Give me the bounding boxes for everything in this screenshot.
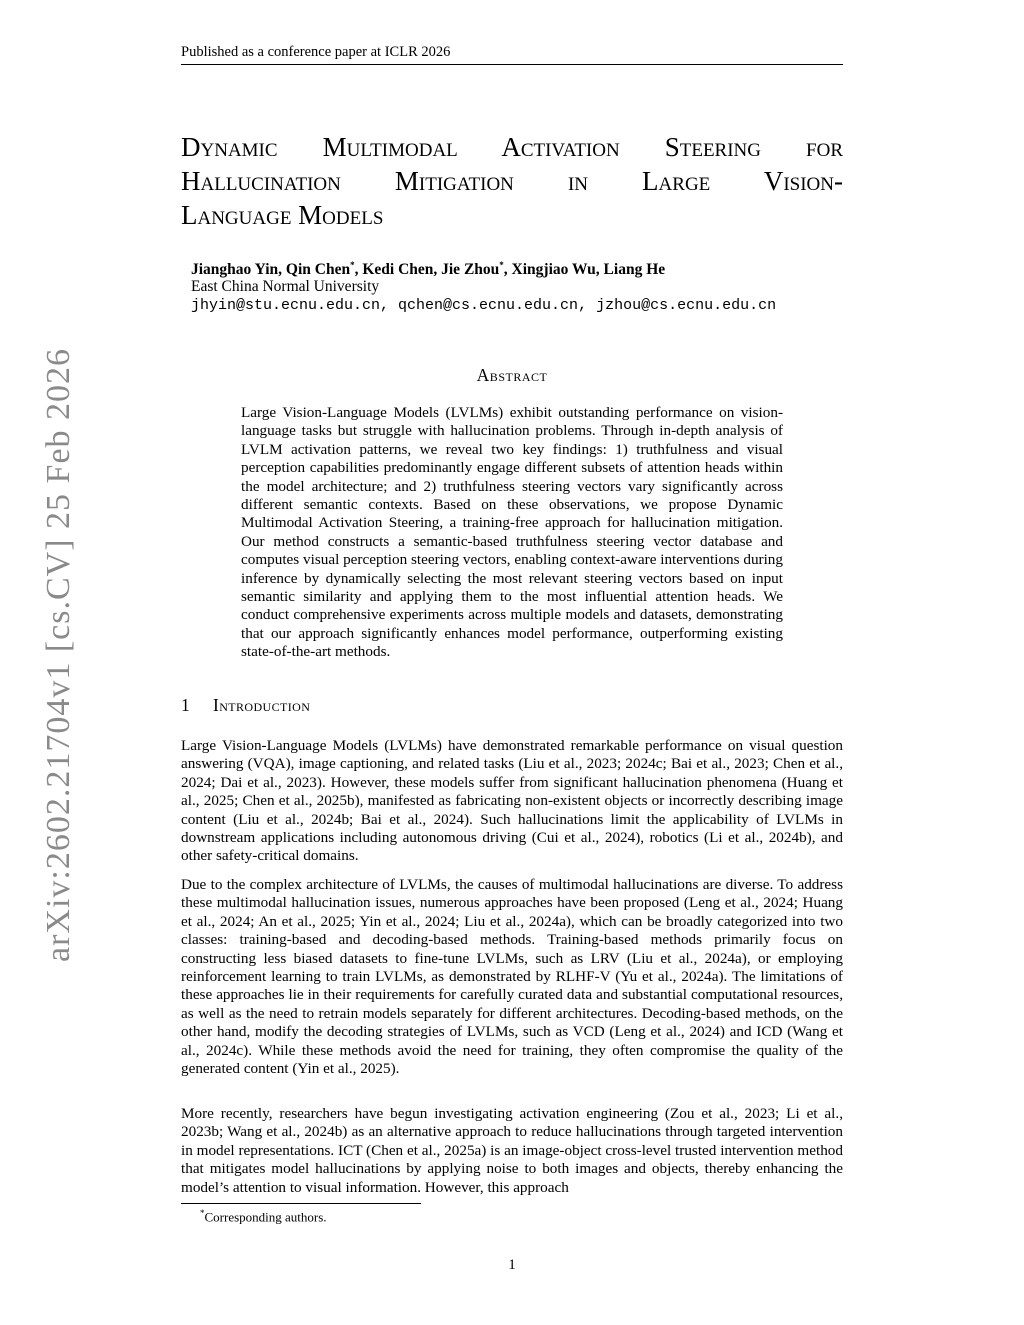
title-line-3: Language Models [181,200,384,230]
abstract-body: Large Vision-Language Models (LVLMs) exhibit outstanding performance on vision-language tasks but struggle with hallucination problems. Through in-depth analysis of LVLM activation patterns, we reveal two key findings: 1) truthfulness and visual perception capabilities predominantly engage different subsets of attention heads within the model architecture; and 2) truthfulness steering vectors vary significantly across different semantic contexts. Based on these observations, we propose Dynamic Multimodal Activation Steering, a training-free approach for hallucination mitigation. Our method constructs a semantic-based truthfulness steering vector database and computes visual perception steering vectors, enabling context-aware interventions during inference by dynamically selecting the most relevant steering vectors based on input semantic similarity and applying them to the most influential attention heads. We conduct comprehensive experiments across multiple models and datasets, demonstrating that our approach significantly enhances model performance, outperforming existing state-of-the-art methods. [241,404,783,661]
author-list [191,260,665,279]
corresponding-mark: * [350,260,355,270]
section-title: Introduction [213,695,311,715]
footnote-divider [181,1203,421,1204]
title-line-1: Dynamic Multimodal Activation Steering for [181,132,843,162]
intro-paragraph-1: Large Vision-Language Models (LVLMs) have demonstrated remarkable performance on visual question answering (VQA), image captioning, and related tasks (Liu et al., 2023; 2024c; Bai et al., 2023; Chen et al., 2024; Dai et al., 2023). However, these models suffer from significant hallucination phenomena (Huang et al., 2025; Chen et al., 2025b), manifested as fabricating non-existent objects or incorrectly describing image content (Liu et al., 2024b; Bai et al., 2024). Such hallucinations limit the applicability of LVLMs in downstream applications including autonomous driving (Cui et al., 2024), robotics (Li et al., 2024b), and other safety-critical domains. [181,737,843,865]
footnote-mark: * [200,1208,205,1218]
arxiv-identifier-stamp: arXiv:2602.21704v1 [cs.CV] 25 Feb 2026 [40,347,77,962]
intro-paragraph-3: More recently, researchers have begun investigating activation engineering (Zou et al., 2023; Li et al., 2023b; Wang et al., 2024b) as an alternative approach to reduce hallucinations through targeted intervention in model representations. ICT (Chen et al., 2025a) is an image-object cross-level trusted intervention method that mitigates model hallucinations by applying noise to both images and objects, thereby enhancing the model’s attention to visual information. However, this approach [181,1105,843,1196]
title-line-2: Hallucination Mitigation in Large Vision- [181,166,843,196]
authors-part-1: Jianghao Yin, Qin Chen [191,261,351,279]
affiliation: East China Normal University [191,278,380,295]
running-header: Published as a conference paper at ICLR 2026 [181,44,843,65]
page-number: 1 [508,1257,516,1273]
section-heading-introduction [181,695,310,716]
section-number: 1 [181,695,191,715]
authors-part-3: , Xingjiao Wu, Liang He [503,261,666,279]
footnote-text: Corresponding authors. [204,1209,327,1225]
abstract-heading: Abstract [476,365,548,385]
paper-title [181,130,843,232]
corresponding-mark: * [499,260,504,270]
author-emails: jhyin@stu.ecnu.edu.cn, qchen@cs.ecnu.edu.cn, jzhou@cs.ecnu.edu.cn [191,297,777,314]
footnote [200,1208,327,1225]
authors-part-2: , Kedi Chen, Jie Zhou [354,261,500,279]
intro-paragraph-2: Due to the complex architecture of LVLMs, the causes of multimodal hallucinations are diverse. To address these multimodal hallucination issues, numerous approaches have been proposed (Leng et al., 2024; Huang et al., 2024; An et al., 2025; Yin et al., 2024; Liu et al., 2024a), which can be broadly categorized into two classes: training-based and decoding-based methods. Training-based methods primarily focus on constructing less biased datasets to fine-tune LVLMs, such as LRV (Liu et al., 2024a), or employing reinforcement learning to train LVLMs, as demonstrated by RLHF-V (Yu et al., 2024a). The limitations of these approaches lie in their requirements for carefully curated data and substantial computational resources, as well as the need to retrain models separately for different architectures. Decoding-based methods, on the other hand, modify the decoding strategies of LVLMs, such as VCD (Leng et al., 2024) and ICD (Wang et al., 2024c). While these methods avoid the need for training, they often compromise the quality of the generated content (Yin et al., 2025). [181,876,843,1078]
